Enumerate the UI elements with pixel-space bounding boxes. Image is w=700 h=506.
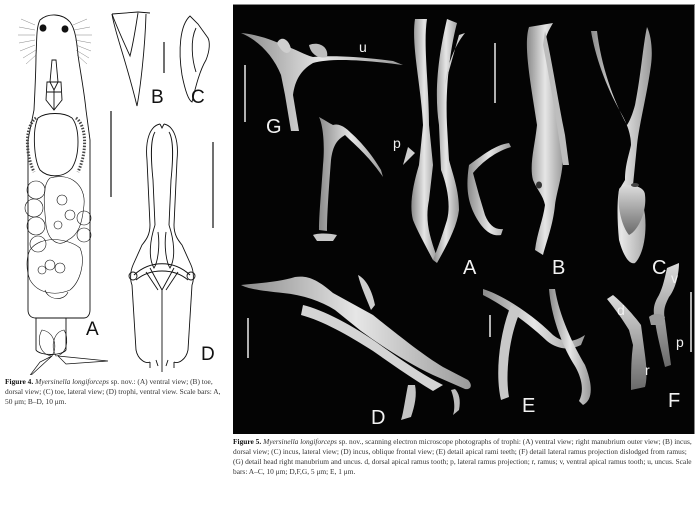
panel-label-5f: F (668, 390, 681, 412)
panel-label-4b: B (151, 87, 164, 108)
structure-label-ramus: r (645, 362, 650, 378)
panel-label-4a: A (86, 319, 99, 340)
figure-5-caption-species: Myersinella longiforceps (263, 437, 337, 446)
panel-label-4d: D (201, 344, 215, 365)
sem-panel-c (591, 27, 652, 263)
figure-5-sem-panel (233, 4, 695, 434)
structure-label-uncus: u (359, 39, 367, 55)
panel-label-5e: E (522, 395, 536, 417)
structure-label-dorsal-tooth: d (617, 302, 625, 318)
figure-4-caption (5, 377, 229, 407)
panel-label-5d: D (371, 407, 386, 429)
trophi-ventral-drawing (129, 124, 213, 372)
figure-4-caption-species: Myersinella longiforceps (35, 377, 109, 386)
structure-label-ventral-tooth: v (671, 270, 678, 286)
structure-label-projection-a: p (393, 135, 401, 151)
panel-label-5b: B (552, 257, 566, 279)
panel-label-5g: G (266, 116, 282, 138)
figure-4-caption-label: Figure 4. (5, 377, 34, 386)
figure-5-micrographs (233, 5, 694, 434)
panel-label-4c: C (191, 87, 205, 108)
structure-label-projection-f: p (676, 334, 684, 350)
sem-panel-a (403, 19, 511, 263)
sem-panel-d (241, 275, 471, 420)
figure-4-drawings (0, 0, 232, 375)
figure-5-caption (233, 437, 697, 477)
sem-panel-b (527, 23, 569, 255)
panel-label-5c: C (652, 257, 667, 279)
figure-5-caption-text: sp. nov., scanning electron microscope photographs of trophi: (A) ventral view; right manubrium outer view; (B) incus, dorsal view; (C) incus, lateral view; (D) incus, oblique frontal view; (E) detail apical rami teeth; (F) detail lateral ramus projection dislodged from ramus; (G) detail head right manubrium and uncus. d, dorsal apical ramus tooth; p, lateral ramus projection; r, ramus; v, ventral apical ramus tooth; u, uncus. Scale bars: A–C, 10 μm; D,F,G, 5 μm; E, 1 μm. (233, 437, 692, 476)
figure-4-caption-text: sp. nov.: (A) ventral view; (B) toe, dorsal view; (C) toe, lateral view; (D) trophi, ventral view. Scale bars: A, 50 μm; B–D, 10 μm. (5, 377, 221, 406)
sem-manubrium (313, 117, 383, 241)
figure-5-caption-label: Figure 5. (233, 437, 262, 446)
panel-label-5a: A (463, 257, 477, 279)
sem-panel-e (483, 289, 591, 405)
figure-4 (0, 0, 232, 400)
